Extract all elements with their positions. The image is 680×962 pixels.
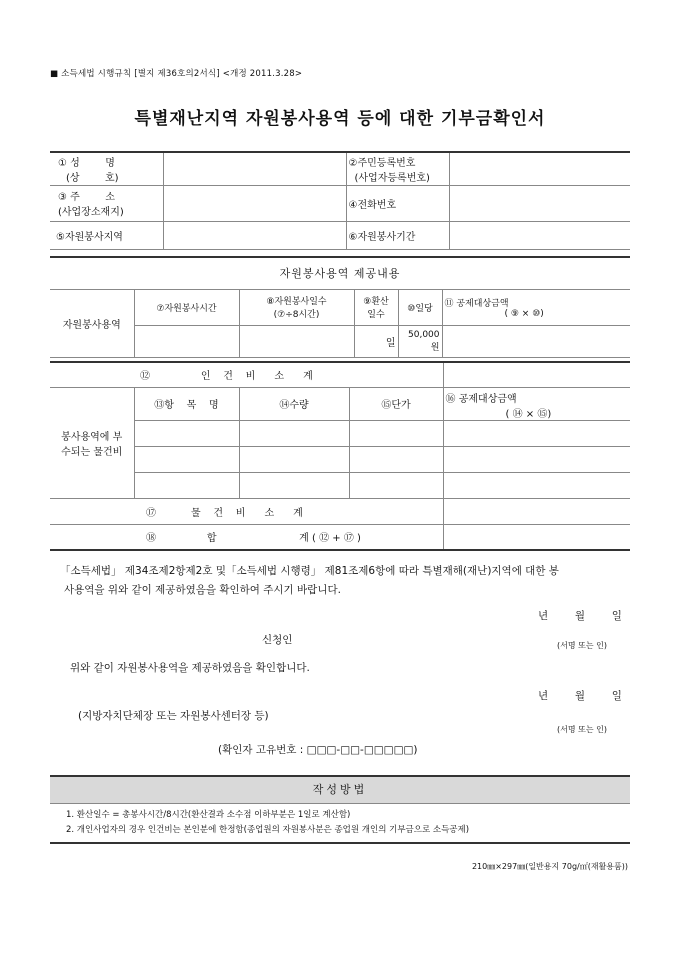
period-label: ⑥자원봉사기간	[346, 221, 449, 249]
converted-days-field[interactable]: 일	[354, 325, 398, 357]
labor-subtotal-field[interactable]	[443, 362, 630, 387]
name-label: ① 성 명 (상 호)	[50, 152, 163, 185]
statement-line-2: 사용역을 위와 같이 제공하였음을 확인하여 주시기 바랍니다.	[64, 584, 341, 596]
goods-subtotal-label: ⑰ 물 건 비 소 계	[50, 498, 443, 524]
grand-total-field[interactable]	[443, 524, 630, 550]
goods-subtotal-field[interactable]	[443, 498, 630, 524]
confirmer-signature[interactable]: (서명 또는 인)	[557, 725, 607, 734]
paper-spec: 210㎜×297㎜(일반용지 70g/㎡(재활용품))	[471, 862, 628, 871]
guide-item-1: 1. 환산일수 = 총봉사시간/8시간(환산결과 소수점 이하부분은 1일로 계산함)	[66, 810, 351, 820]
service-hours-field[interactable]	[134, 325, 239, 357]
address-label: ③ 주 소 (사업장소재지)	[50, 185, 163, 221]
goods-qty-field[interactable]	[239, 472, 349, 498]
goods-qty-field[interactable]	[239, 446, 349, 472]
goods-price-field[interactable]	[349, 446, 443, 472]
statement-line-1: 「소득세법」 제34조제2항제2호 및「소득세법 시행령」 제81조제6항에 따라 특별재해(재난)지역에 대한 봉	[60, 565, 559, 577]
date-applicant: 년 월 일	[538, 610, 622, 622]
goods-amount-field[interactable]	[443, 472, 630, 498]
period-field[interactable]	[449, 221, 630, 249]
col-unit-price: ⑮단가	[349, 387, 443, 420]
goods-item-field[interactable]	[134, 472, 239, 498]
goods-qty-field[interactable]	[239, 420, 349, 446]
service-days-field[interactable]	[239, 325, 354, 357]
guide-body	[50, 803, 630, 844]
guide-item-2: 2. 개인사업자의 경우 인건비는 본인분에 한정함(종업원의 자원봉사분은 종업원 개인의 기부금으로 소득공제)	[66, 825, 470, 835]
confirmer-id: (확인자 고유번호 : □□□-□□-□□□□□)	[218, 744, 418, 756]
grand-total-label: ⑱ 합 계 ( ⑫ + ⑰ )	[50, 524, 443, 550]
goods-row-label: 봉사용역에 부 수되는 물건비	[50, 387, 134, 498]
service-row-label: 자원봉사용역	[50, 289, 134, 357]
goods-price-field[interactable]	[349, 472, 443, 498]
phone-label: ④전화번호	[346, 185, 449, 221]
authority-label: (지방자치단체장 또는 자원봉사센터장 등)	[78, 710, 269, 722]
applicant-label: 신청인	[262, 634, 293, 646]
goods-item-field[interactable]	[134, 446, 239, 472]
goods-item-field[interactable]	[134, 420, 239, 446]
goods-table	[50, 361, 630, 551]
col-converted-days: ⑨환산 일수	[354, 289, 398, 325]
confirm-statement: 위와 같이 자원봉사용역을 제공하였음을 확인합니다.	[70, 662, 310, 674]
id-label: ②주민등록번호 (사업자등록번호)	[346, 152, 449, 185]
col-item-name: ⑬항 목 명	[134, 387, 239, 420]
phone-field[interactable]	[449, 185, 630, 221]
col-daily-rate: ⑩일당	[398, 289, 442, 325]
id-field[interactable]	[449, 152, 630, 185]
goods-amount-field[interactable]	[443, 420, 630, 446]
col-service-hours: ⑦자원봉사시간	[134, 289, 239, 325]
address-field[interactable]	[163, 185, 346, 221]
name-field[interactable]	[163, 152, 346, 185]
service-table	[50, 256, 630, 358]
region-field[interactable]	[163, 221, 346, 249]
col-deductible-amount: ⑪ 공제대상금액 ( ⑨ × ⑩)	[442, 289, 630, 325]
col-quantity: ⑭수량	[239, 387, 349, 420]
form-reference: ■ 소득세법 시행규칙 [별지 제36호의2서식] <개정 2011.3.28>	[50, 69, 303, 79]
applicant-signature[interactable]: (서명 또는 인)	[557, 641, 607, 650]
region-label: ⑤자원봉사지역	[50, 221, 163, 249]
labor-subtotal-label: ⑫ 인 건 비 소 계	[50, 362, 443, 387]
date-confirmer: 년 월 일	[538, 690, 622, 702]
page-title: 특별재난지역 자원봉사용역 등에 대한 기부금확인서	[134, 109, 546, 129]
deductible-amount-field[interactable]	[442, 325, 630, 357]
col-service-days: ⑧자원봉사일수 (⑦÷8시간)	[239, 289, 354, 325]
service-section-title: 자원봉사용역 제공내용	[50, 257, 630, 289]
guide-title: 작성방법	[50, 775, 630, 803]
goods-price-field[interactable]	[349, 420, 443, 446]
daily-rate-value: 50,000원	[398, 325, 442, 357]
col-goods-deductible: ⑯ 공제대상금액 ( ⑭ × ⑮)	[443, 387, 630, 420]
applicant-info-table	[50, 151, 630, 250]
goods-amount-field[interactable]	[443, 446, 630, 472]
